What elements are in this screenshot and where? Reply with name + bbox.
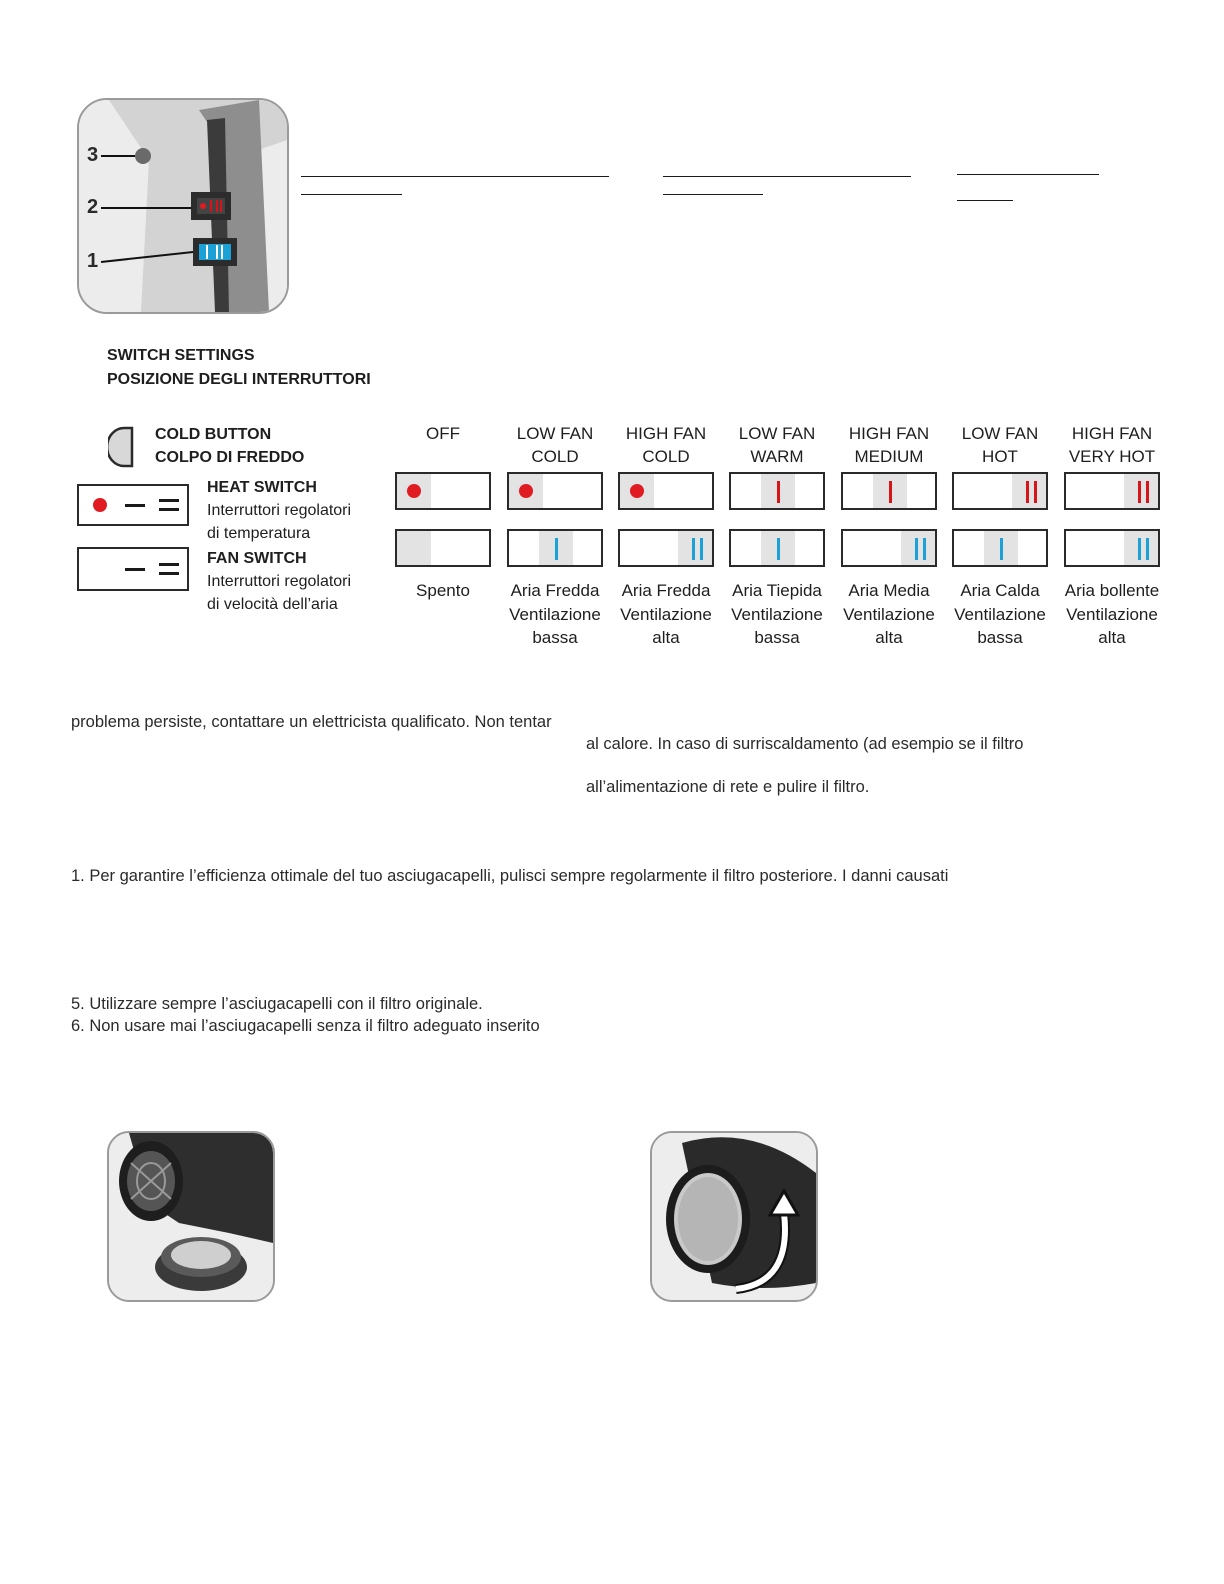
heat-switch-off <box>395 472 491 510</box>
heat-switch-high-fan-medium <box>841 472 937 510</box>
col-foot-low-fan-warm: Aria Tiepida Ventilazione bassa <box>731 581 823 647</box>
blank-line <box>663 194 763 195</box>
filter-removed-illustration <box>109 1133 273 1300</box>
blank-line <box>957 174 1099 175</box>
filter-attach-figure <box>650 1131 818 1302</box>
list-item-6: 6. Non usare mai l’asciugacapelli senza il filtro adeguato inserito <box>71 1017 540 1035</box>
col-foot-low-fan-cold: Aria Fredda Ventilazione bassa <box>509 581 601 647</box>
cold-button-label: COLD BUTTON COLPO DI FREDDO <box>155 426 305 466</box>
col-head-high-fan-cold: HIGH FAN COLD <box>625 424 707 466</box>
blank-line <box>301 194 402 195</box>
heat-switch-high-fan-cold <box>618 472 714 510</box>
heat-switch-icon <box>77 484 189 526</box>
col-head-low-fan-cold: LOW FAN COLD <box>516 424 594 466</box>
col-foot-high-fan-very-hot: Aria bollente Ventilazione alta <box>1064 581 1160 647</box>
blank-line <box>663 176 911 177</box>
callout-3: 3 <box>87 144 99 166</box>
blank-line <box>301 176 609 177</box>
title-en: SWITCH SETTINGS <box>107 347 255 364</box>
filter-removed-figure <box>107 1131 275 1302</box>
fan-switch-off <box>395 529 491 567</box>
heat-switch-low-fan-hot <box>952 472 1048 510</box>
callout-2: 2 <box>87 196 99 218</box>
col-head-off: OFF <box>426 424 460 443</box>
fan-switch-high-fan-cold <box>618 529 714 567</box>
col-head-high-fan-medium: HIGH FAN MEDIUM <box>848 424 930 466</box>
fan-switch-high-fan-very-hot <box>1064 529 1160 567</box>
filter-attach-illustration <box>652 1133 816 1300</box>
fan-switch-low-fan-warm <box>729 529 825 567</box>
text-fragment-3: all’alimentazione di rete e pulire il filtro. <box>586 778 870 796</box>
heat-dot-icon <box>93 498 107 512</box>
col-foot-off: Spento <box>416 581 470 600</box>
cold-button-icon <box>108 426 136 468</box>
col-head-low-fan-warm: LOW FAN WARM <box>738 424 816 466</box>
text-fragment-1: problema persiste, contattare un elettricista qualificato. Non tentar <box>71 713 552 731</box>
heat-switch-low-fan-warm <box>729 472 825 510</box>
title-it: POSIZIONE DEGLI INTERRUTTORI <box>107 371 371 388</box>
heat-switch-low-fan-cold <box>507 472 603 510</box>
blank-line <box>957 200 1013 201</box>
fan-switch-icon <box>77 547 189 591</box>
heat-switch-label: HEAT SWITCH Interruttori regolatori di temperatura <box>207 479 352 542</box>
fan-switch-high-fan-medium <box>841 529 937 567</box>
fan-switch-low-fan-cold <box>507 529 603 567</box>
col-foot-low-fan-hot: Aria Calda Ventilazione bassa <box>954 581 1046 647</box>
col-head-low-fan-hot: LOW FAN HOT <box>961 424 1039 466</box>
list-item-5: 5. Utilizzare sempre l’asciugacapelli con il filtro originale. <box>71 995 483 1013</box>
dryer-handle-figure <box>77 98 289 314</box>
fan-switch-label: FAN SWITCH Interruttori regolatori di velocità dell’aria <box>207 550 352 613</box>
heat-switch-high-fan-very-hot <box>1064 472 1160 510</box>
fan-switch-low-fan-hot <box>952 529 1048 567</box>
col-head-high-fan-very-hot: HIGH FAN VERY HOT <box>1068 424 1156 466</box>
col-foot-high-fan-medium: Aria Media Ventilazione alta <box>843 581 935 647</box>
switch-settings-title <box>107 344 371 392</box>
text-fragment-2: al calore. In caso di surriscaldamento (ad esempio se il filtro <box>586 735 1024 753</box>
list-item-1: 1. Per garantire l’efficienza ottimale del tuo asciugacapelli, pulisci sempre regolarmente il filtro posteriore. I danni causati <box>71 867 949 885</box>
dryer-handle-illustration <box>79 100 287 312</box>
callout-1: 1 <box>87 250 99 272</box>
col-foot-high-fan-cold: Aria Fredda Ventilazione alta <box>620 581 712 647</box>
